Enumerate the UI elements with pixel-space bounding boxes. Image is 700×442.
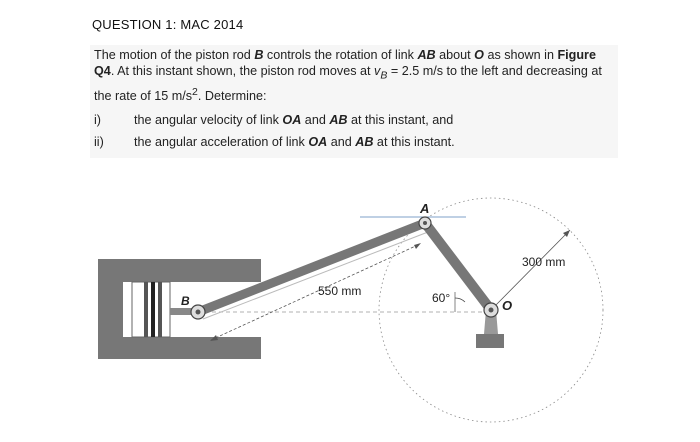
problem-statement [90, 45, 618, 158]
piston-band [144, 282, 148, 337]
question-heading: QUESTION 1: MAC 2014 [92, 17, 244, 32]
pin-b-center [196, 310, 201, 315]
list-item: i) the angular velocity of link OA and AB at this instant, and [94, 112, 454, 127]
piston-band [158, 282, 162, 337]
piston-band [151, 282, 155, 337]
angle-arc [455, 298, 465, 302]
ground-support [476, 334, 504, 348]
question-list [94, 112, 614, 150]
mechanism-diagram [88, 182, 608, 437]
pin-a-center [423, 221, 427, 225]
angle-label: 60° [432, 291, 451, 305]
problem-paragraph: The motion of the piston rod B controls the rotation of link AB about O as shown in Figure Q4. At this instant shown, the piston rod moves at $v_B = 2.5$ m/s to the left and decreasing at the rate of 15 $m/s^2$. Determine: [94, 48, 602, 103]
label-a: A [420, 201, 430, 216]
mechanism-figure [88, 182, 608, 437]
dimension-label-300: 300 mm [522, 255, 566, 269]
pin-o-center [489, 308, 494, 313]
list-item: ii) the angular acceleration of link OA and AB at this instant. [94, 134, 455, 149]
dimension-arrowhead [414, 243, 421, 249]
label-b: B [181, 294, 190, 308]
dimension-label-550: 550 mm [318, 284, 362, 298]
label-o: O [502, 298, 513, 313]
